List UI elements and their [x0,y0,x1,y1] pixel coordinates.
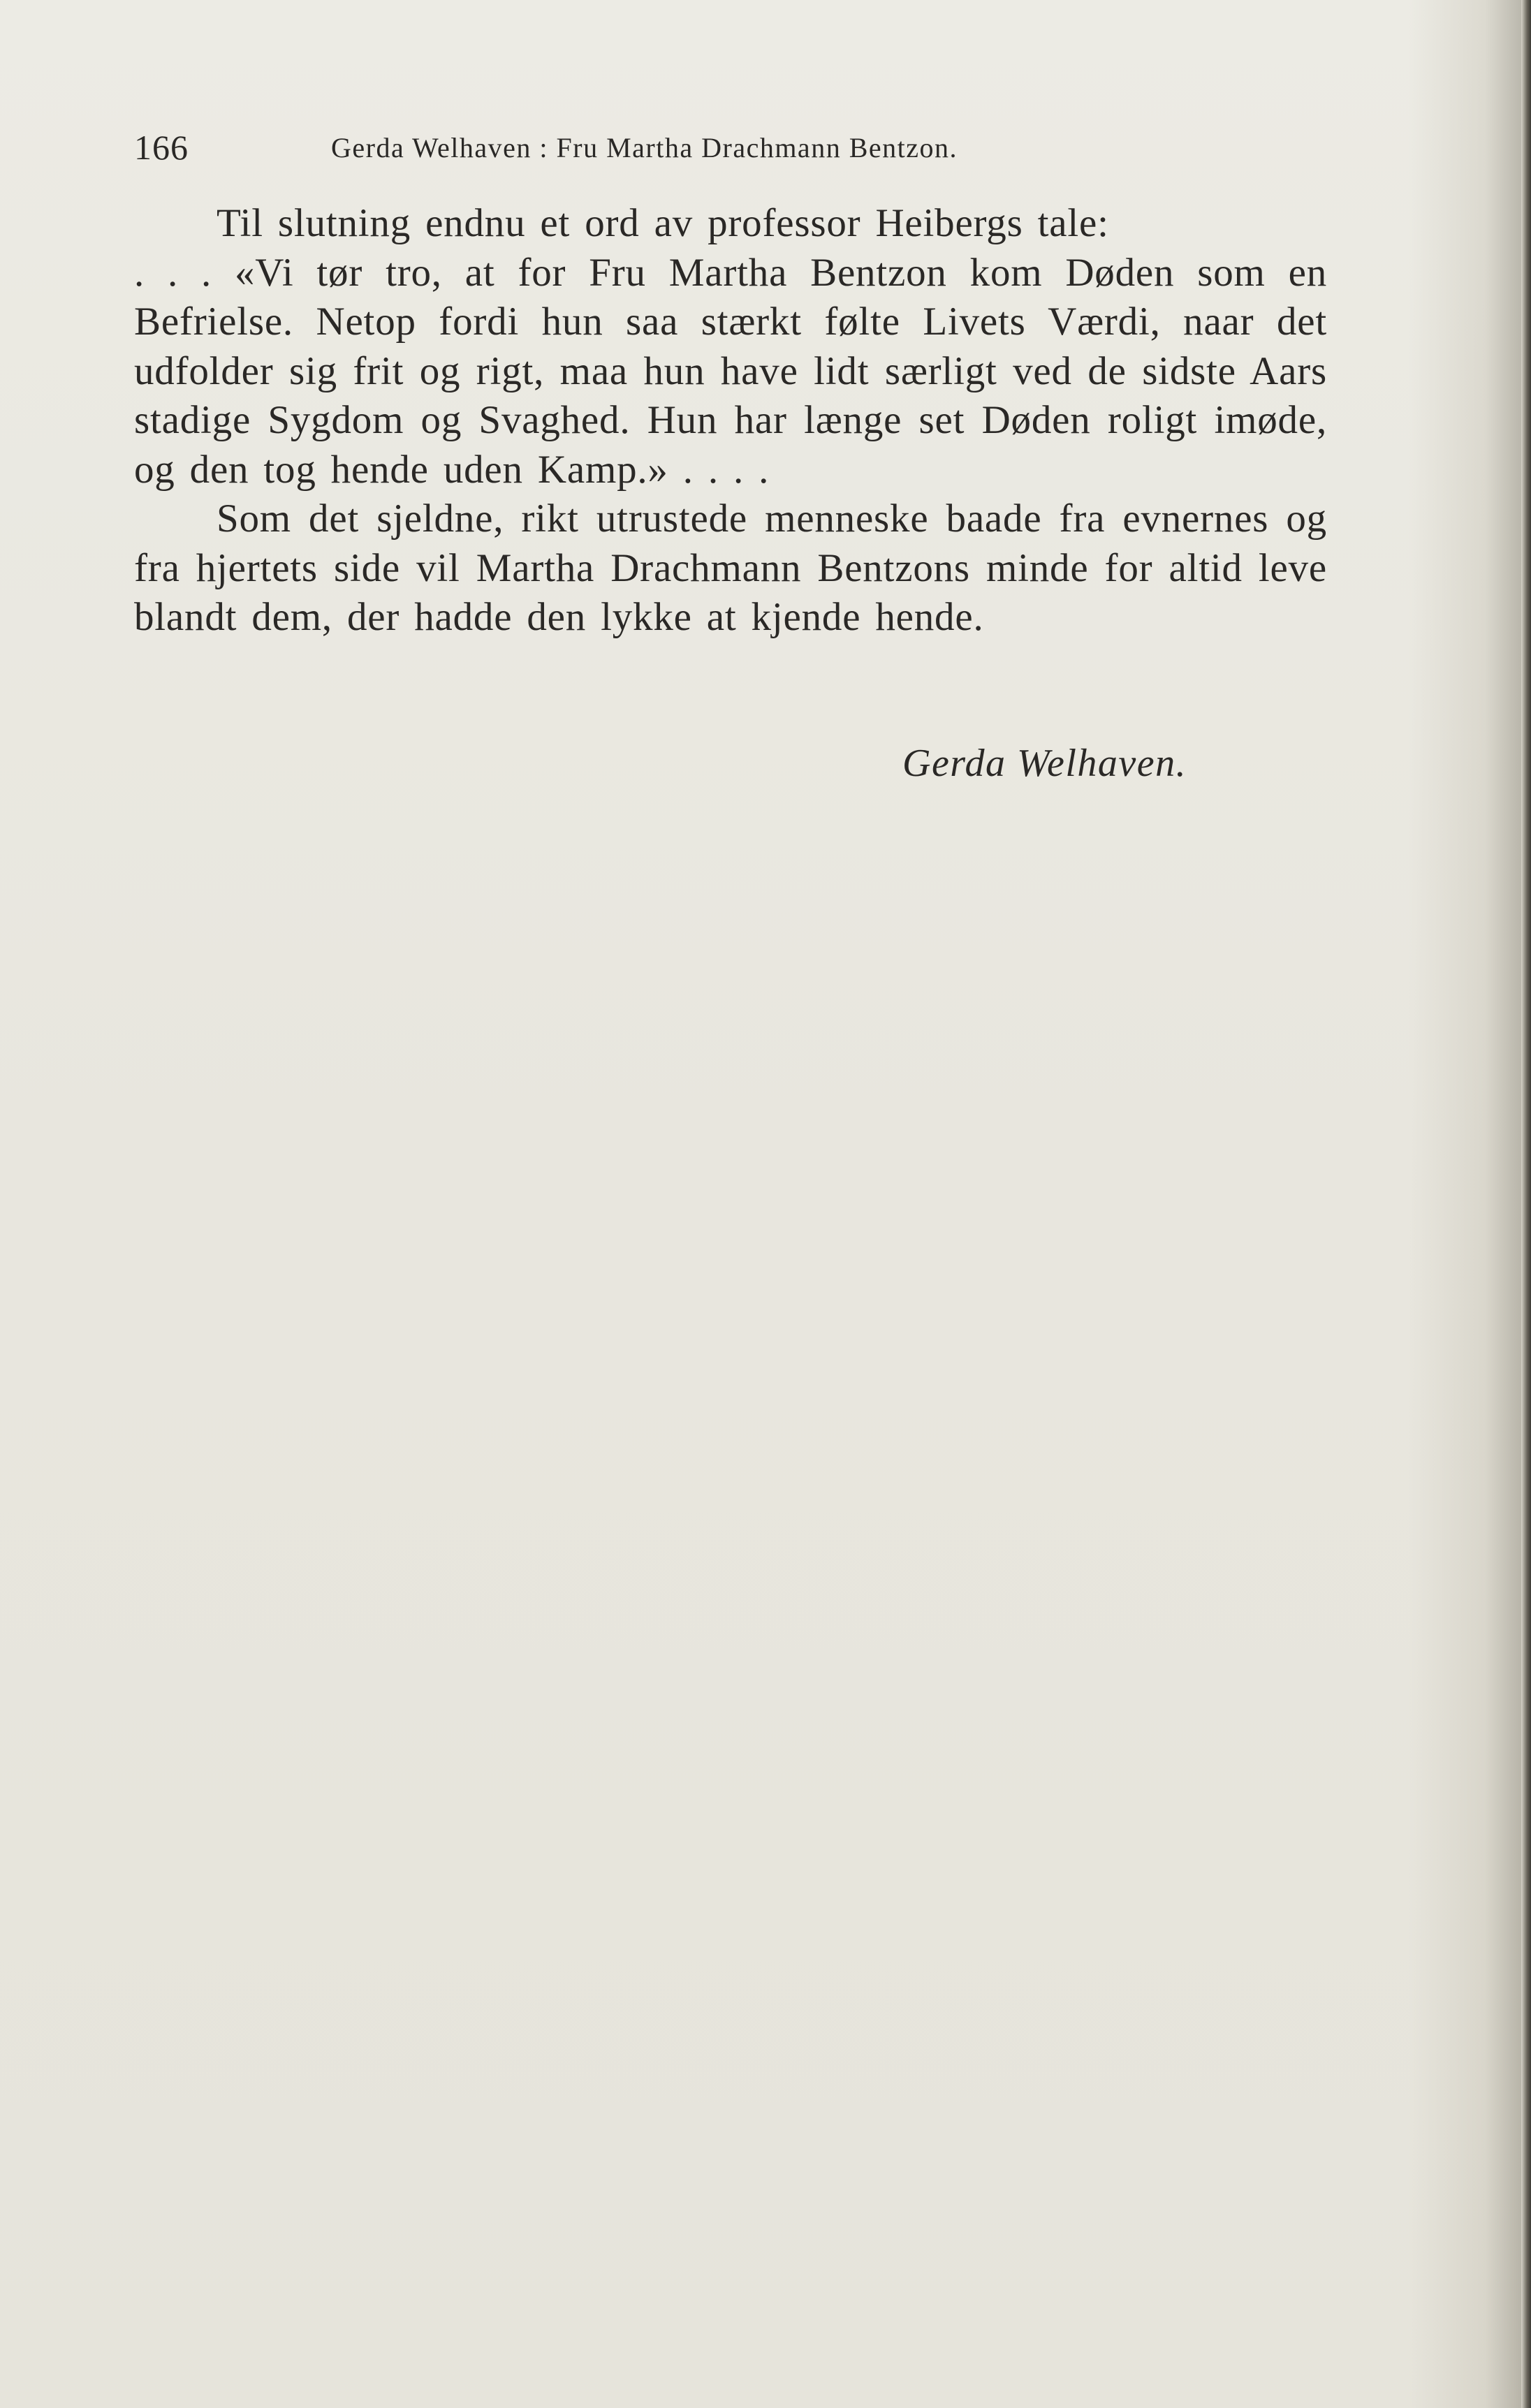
page-edge-shadow [1521,0,1531,2408]
paragraph-closing: Som det sjeldne, rikt utrustede menneske baade fra evnernes og fra hjertets side vil Martha Drachmann Bentzons minde for altid leve blandt dem, der hadde den lykke at kjende hende. [134,497,1327,639]
body-text [134,199,1327,643]
paragraph-intro: Til slutning endnu et ord av professor Heibergs tale: [217,201,1109,245]
page-number: 166 [134,128,189,167]
signature: Gerda Welhaven. [902,742,1187,785]
paragraph-quote: . . . «Vi tør tro, at for Fru Martha Bentzon kom Døden som en Befrielse. Netop fordi hun saa stærkt følte Livets Værdi, naar det udfolder sig frit og rigt, maa hun have lidt særligt ved de sidste Aars stadige Sygdom og Svaghed. Hun har længe set Døden roligt imøde, og den tog hende uden Kamp.» . . . . [134,250,1327,492]
running-head: Gerda Welhaven : Fru Martha Drachmann Bentzon. [331,132,958,163]
page-header [134,123,1335,172]
